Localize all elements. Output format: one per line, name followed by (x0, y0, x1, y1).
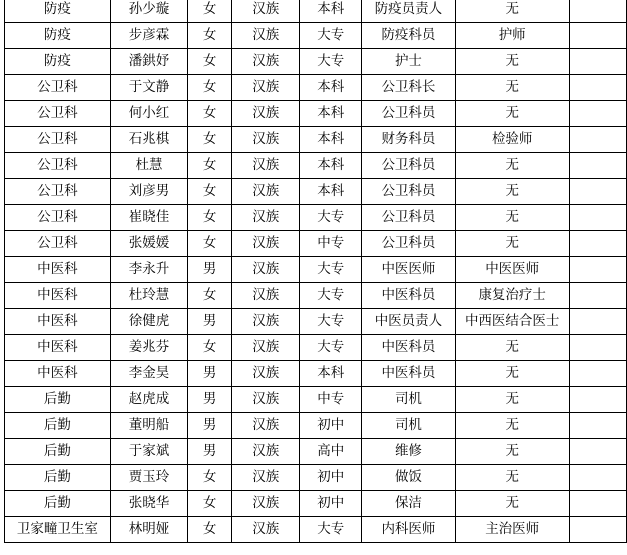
table-row (5, 387, 627, 413)
department-cell: 公卫科 (5, 153, 111, 179)
name-cell: 张晓华 (110, 491, 188, 517)
education-cell: 中专 (300, 231, 362, 257)
position-cell: 公卫科员 (362, 179, 456, 205)
ethnicity-cell: 汉族 (231, 413, 300, 439)
education-cell: 初中 (300, 465, 362, 491)
ethnicity-cell: 汉族 (231, 23, 300, 49)
name-cell: 步彦霖 (110, 23, 188, 49)
department-cell: 后勤 (5, 465, 111, 491)
extra-cell (569, 179, 626, 205)
department-cell: 卫家疃卫生室 (5, 517, 111, 543)
name-cell: 崔晓佳 (110, 205, 188, 231)
extra-cell (569, 439, 626, 465)
position-cell: 公卫科员 (362, 205, 456, 231)
department-cell: 防疫 (5, 23, 111, 49)
department-cell: 中医科 (5, 335, 111, 361)
gender-cell: 女 (188, 23, 232, 49)
name-cell: 张媛媛 (110, 231, 188, 257)
extra-cell (569, 257, 626, 283)
education-cell: 高中 (300, 439, 362, 465)
education-cell: 初中 (300, 413, 362, 439)
name-cell: 石兆棋 (110, 127, 188, 153)
department-cell: 中医科 (5, 309, 111, 335)
table-row (5, 23, 627, 49)
education-cell: 大专 (300, 309, 362, 335)
gender-cell: 男 (188, 439, 232, 465)
education-cell: 本科 (300, 153, 362, 179)
education-cell: 本科 (300, 101, 362, 127)
name-cell: 杜玲慧 (110, 283, 188, 309)
education-cell: 大专 (300, 517, 362, 543)
department-cell: 中医科 (5, 361, 111, 387)
department-cell: 后勤 (5, 413, 111, 439)
table-row (5, 257, 627, 283)
extra-cell (569, 465, 626, 491)
title-cell: 无 (455, 153, 569, 179)
position-cell: 财务科员 (362, 127, 456, 153)
ethnicity-cell: 汉族 (231, 0, 300, 23)
table-row (5, 205, 627, 231)
name-cell: 林明娅 (110, 517, 188, 543)
position-cell: 公卫科员 (362, 101, 456, 127)
name-cell: 孙少璇 (110, 0, 188, 23)
position-cell: 公卫科长 (362, 75, 456, 101)
gender-cell: 女 (188, 101, 232, 127)
name-cell: 董明船 (110, 413, 188, 439)
title-cell: 检验师 (455, 127, 569, 153)
extra-cell (569, 231, 626, 257)
ethnicity-cell: 汉族 (231, 439, 300, 465)
gender-cell: 男 (188, 387, 232, 413)
table-row (5, 413, 627, 439)
ethnicity-cell: 汉族 (231, 361, 300, 387)
ethnicity-cell: 汉族 (231, 127, 300, 153)
title-cell: 无 (455, 335, 569, 361)
extra-cell (569, 153, 626, 179)
education-cell: 本科 (300, 127, 362, 153)
education-cell: 大专 (300, 23, 362, 49)
gender-cell: 女 (188, 283, 232, 309)
education-cell: 本科 (300, 361, 362, 387)
gender-cell: 男 (188, 257, 232, 283)
ethnicity-cell: 汉族 (231, 179, 300, 205)
table-row (5, 75, 627, 101)
education-cell: 大专 (300, 257, 362, 283)
table-row (5, 179, 627, 205)
table-row (5, 153, 627, 179)
extra-cell (569, 491, 626, 517)
position-cell: 公卫科员 (362, 153, 456, 179)
ethnicity-cell: 汉族 (231, 231, 300, 257)
extra-cell (569, 49, 626, 75)
position-cell: 护士 (362, 49, 456, 75)
name-cell: 贾玉玲 (110, 465, 188, 491)
department-cell: 公卫科 (5, 75, 111, 101)
table-row (5, 283, 627, 309)
name-cell: 赵虎成 (110, 387, 188, 413)
ethnicity-cell: 汉族 (231, 387, 300, 413)
department-cell: 公卫科 (5, 179, 111, 205)
position-cell: 中医科员 (362, 283, 456, 309)
ethnicity-cell: 汉族 (231, 75, 300, 101)
ethnicity-cell: 汉族 (231, 153, 300, 179)
position-cell: 防疫员责人 (362, 0, 456, 23)
title-cell: 无 (455, 101, 569, 127)
ethnicity-cell: 汉族 (231, 465, 300, 491)
education-cell: 中专 (300, 387, 362, 413)
education-cell: 大专 (300, 49, 362, 75)
education-cell: 初中 (300, 491, 362, 517)
extra-cell (569, 205, 626, 231)
ethnicity-cell: 汉族 (231, 257, 300, 283)
name-cell: 杜慧 (110, 153, 188, 179)
table-row (5, 127, 627, 153)
gender-cell: 男 (188, 361, 232, 387)
name-cell: 李永升 (110, 257, 188, 283)
ethnicity-cell: 汉族 (231, 517, 300, 543)
gender-cell: 女 (188, 179, 232, 205)
extra-cell (569, 309, 626, 335)
gender-cell: 男 (188, 413, 232, 439)
title-cell: 无 (455, 49, 569, 75)
table-row (5, 439, 627, 465)
ethnicity-cell: 汉族 (231, 491, 300, 517)
gender-cell: 女 (188, 0, 232, 23)
name-cell: 李金昊 (110, 361, 188, 387)
title-cell: 无 (455, 179, 569, 205)
department-cell: 后勤 (5, 387, 111, 413)
extra-cell (569, 75, 626, 101)
gender-cell: 男 (188, 309, 232, 335)
gender-cell: 女 (188, 205, 232, 231)
title-cell: 无 (455, 75, 569, 101)
extra-cell (569, 413, 626, 439)
position-cell: 中医科员 (362, 335, 456, 361)
name-cell: 姜兆芬 (110, 335, 188, 361)
department-cell: 公卫科 (5, 231, 111, 257)
department-cell: 中医科 (5, 257, 111, 283)
ethnicity-cell: 汉族 (231, 335, 300, 361)
table-row (5, 231, 627, 257)
gender-cell: 女 (188, 231, 232, 257)
ethnicity-cell: 汉族 (231, 205, 300, 231)
position-cell: 中医科员 (362, 361, 456, 387)
gender-cell: 女 (188, 491, 232, 517)
title-cell: 康复治疗士 (455, 283, 569, 309)
staff-table (4, 0, 627, 543)
department-cell: 后勤 (5, 439, 111, 465)
extra-cell (569, 517, 626, 543)
extra-cell (569, 283, 626, 309)
name-cell: 徐健虎 (110, 309, 188, 335)
name-cell: 刘彦男 (110, 179, 188, 205)
education-cell: 大专 (300, 283, 362, 309)
gender-cell: 女 (188, 127, 232, 153)
position-cell: 保洁 (362, 491, 456, 517)
ethnicity-cell: 汉族 (231, 49, 300, 75)
name-cell: 何小红 (110, 101, 188, 127)
education-cell: 本科 (300, 0, 362, 23)
gender-cell: 女 (188, 335, 232, 361)
department-cell: 后勤 (5, 491, 111, 517)
table-row (5, 465, 627, 491)
department-cell: 中医科 (5, 283, 111, 309)
title-cell: 护师 (455, 23, 569, 49)
extra-cell (569, 335, 626, 361)
department-cell: 公卫科 (5, 101, 111, 127)
name-cell: 于家斌 (110, 439, 188, 465)
gender-cell: 女 (188, 465, 232, 491)
staff-table-body (5, 0, 627, 543)
title-cell: 无 (455, 465, 569, 491)
position-cell: 中医员责人 (362, 309, 456, 335)
department-cell: 防疫 (5, 0, 111, 23)
gender-cell: 女 (188, 49, 232, 75)
title-cell: 无 (455, 491, 569, 517)
extra-cell (569, 101, 626, 127)
extra-cell (569, 361, 626, 387)
position-cell: 维修 (362, 439, 456, 465)
title-cell: 无 (455, 205, 569, 231)
gender-cell: 女 (188, 153, 232, 179)
title-cell: 无 (455, 0, 569, 23)
title-cell: 中医医师 (455, 257, 569, 283)
table-row (5, 0, 627, 23)
position-cell: 中医医师 (362, 257, 456, 283)
position-cell: 司机 (362, 413, 456, 439)
title-cell: 无 (455, 231, 569, 257)
gender-cell: 女 (188, 517, 232, 543)
title-cell: 无 (455, 387, 569, 413)
ethnicity-cell: 汉族 (231, 283, 300, 309)
position-cell: 做饭 (362, 465, 456, 491)
department-cell: 防疫 (5, 49, 111, 75)
table-row (5, 101, 627, 127)
table-row (5, 49, 627, 75)
extra-cell (569, 387, 626, 413)
education-cell: 大专 (300, 335, 362, 361)
extra-cell (569, 127, 626, 153)
position-cell: 防疫科员 (362, 23, 456, 49)
position-cell: 公卫科员 (362, 231, 456, 257)
title-cell: 无 (455, 413, 569, 439)
education-cell: 本科 (300, 179, 362, 205)
education-cell: 本科 (300, 75, 362, 101)
gender-cell: 女 (188, 75, 232, 101)
table-row (5, 309, 627, 335)
table-row (5, 517, 627, 543)
position-cell: 内科医师 (362, 517, 456, 543)
position-cell: 司机 (362, 387, 456, 413)
table-row (5, 361, 627, 387)
title-cell: 无 (455, 439, 569, 465)
title-cell: 主治医师 (455, 517, 569, 543)
table-row (5, 335, 627, 361)
extra-cell (569, 23, 626, 49)
title-cell: 无 (455, 361, 569, 387)
department-cell: 公卫科 (5, 205, 111, 231)
table-row (5, 491, 627, 517)
ethnicity-cell: 汉族 (231, 309, 300, 335)
name-cell: 于文静 (110, 75, 188, 101)
ethnicity-cell: 汉族 (231, 101, 300, 127)
department-cell: 公卫科 (5, 127, 111, 153)
extra-cell (569, 0, 626, 23)
education-cell: 大专 (300, 205, 362, 231)
name-cell: 潘鉷妤 (110, 49, 188, 75)
title-cell: 中西医结合医士 (455, 309, 569, 335)
